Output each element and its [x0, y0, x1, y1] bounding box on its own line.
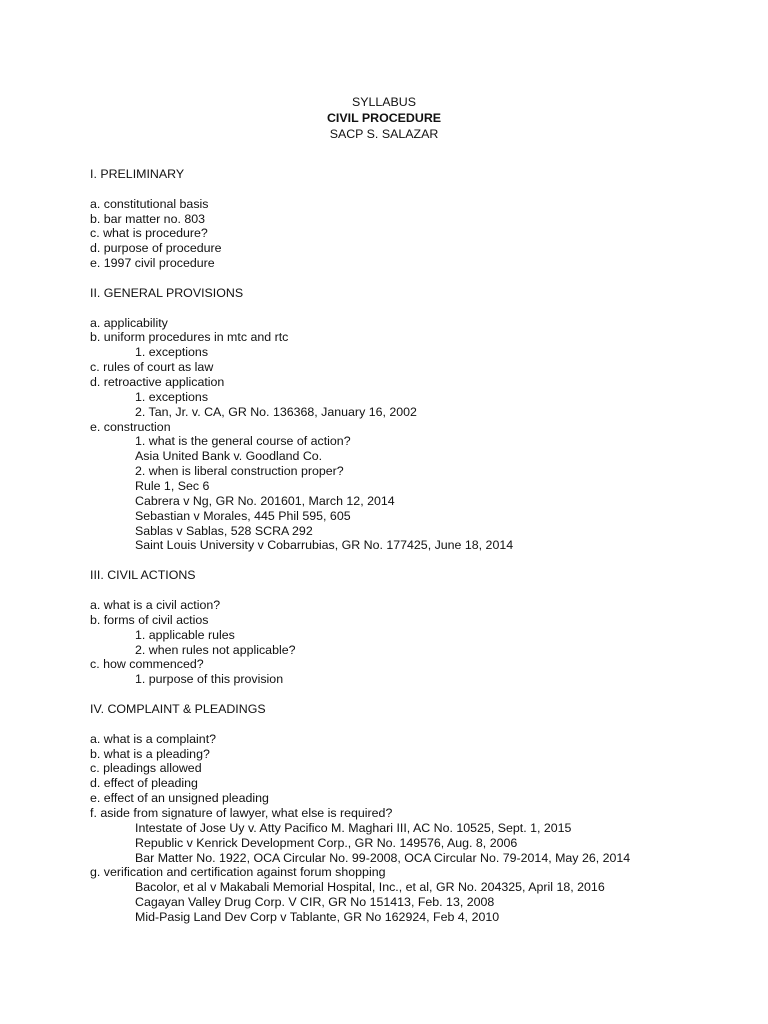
outline-item: c. how commenced?	[90, 657, 204, 672]
outline-subitem: Rule 1, Sec 6	[135, 479, 210, 494]
outline-item: I. PRELIMINARY	[90, 167, 185, 181]
document-header	[0, 94, 768, 142]
outline-item: b. uniform procedures in mtc and rtc	[90, 330, 289, 345]
outline-item: g. verification and certification against forum shopping	[90, 865, 386, 880]
outline-item: d. retroactive application	[90, 375, 225, 390]
outline-subitem: 1. applicable rules	[135, 627, 235, 642]
outline-item: II. GENERAL PROVISIONS	[90, 285, 244, 300]
outline-subitem: Republic v Kenrick Development Corp., GR No. 149576, Aug. 8, 2006	[135, 835, 518, 850]
blank-line	[90, 182, 750, 197]
header-course-title: CIVIL PROCEDURE	[326, 111, 442, 125]
outline-item: a. what is a civil action?	[90, 597, 221, 612]
blank-line	[90, 301, 750, 316]
header-instructor: SACP S. SALAZAR	[329, 127, 439, 141]
outline-item: f. aside from signature of lawyer, what else is required?	[90, 805, 393, 820]
outline-item: a. applicability	[90, 315, 168, 330]
outline-item: III. CIVIL ACTIONS	[90, 568, 196, 583]
outline-item: a. constitutional basis	[90, 196, 209, 211]
outline-subitem: Sablas v Sablas, 528 SCRA 292	[135, 523, 313, 538]
outline-subitem: Sebastian v Morales, 445 Phil 595, 605	[135, 508, 351, 523]
outline-item: e. construction	[90, 419, 171, 434]
outline-subitem: 1. exceptions	[135, 389, 209, 404]
outline-subitem: Intestate of Jose Uy v. Atty Pacifico M. Maghari III, AC No. 10525, Sept. 1, 2015	[135, 820, 572, 835]
outline-item: c. what is procedure?	[90, 226, 208, 241]
outline-item: a. what is a complaint?	[90, 731, 217, 746]
outline-subitem: 2. when rules not applicable?	[135, 642, 296, 657]
outline-item: e. effect of an unsigned pleading	[90, 791, 269, 806]
outline-subitem: Saint Louis University v Cobarrubias, GR No. 177425, June 18, 2014	[135, 538, 514, 553]
outline-subitem: Bar Matter No. 1922, OCA Circular No. 99-2008, OCA Circular No. 79-2014, May 26, 2014	[135, 850, 631, 865]
outline-item: c. rules of court as law	[90, 360, 214, 375]
outline-subitem: 2. Tan, Jr. v. CA, GR No. 136368, January 16, 2002	[135, 404, 417, 419]
blank-line	[90, 583, 750, 598]
blank-line	[90, 717, 750, 732]
outline-subitem: Cabrera v Ng, GR No. 201601, March 12, 2014	[135, 493, 395, 508]
outline-item: d. effect of pleading	[90, 776, 198, 791]
outline-item: IV. COMPLAINT & PLEADINGS	[90, 701, 266, 716]
outline-item: b. forms of civil actios	[90, 612, 209, 627]
outline-item: d. purpose of procedure	[90, 241, 222, 256]
blank-line	[90, 553, 750, 568]
outline-subitem: 2. when is liberal construction proper?	[135, 464, 344, 479]
outline-subitem: 1. purpose of this provision	[135, 672, 284, 687]
outline-subitem: Bacolor, et al v Makabali Memorial Hospital, Inc., et al, GR No. 204325, April 18, 2016	[135, 880, 605, 895]
outline-item: e. 1997 civil procedure	[90, 256, 215, 271]
blank-line	[90, 271, 750, 286]
outline-subitem: 1. what is the general course of action?	[135, 434, 351, 449]
syllabus-outline	[90, 167, 750, 925]
outline-subitem: 1. exceptions	[135, 345, 209, 360]
outline-item: c. pleadings allowed	[90, 761, 202, 776]
outline-subitem: Mid-Pasig Land Dev Corp v Tablante, GR No 162924, Feb 4, 2010	[135, 909, 500, 924]
outline-subitem: Asia United Bank v. Goodland Co.	[135, 449, 323, 464]
outline-subitem: Cagayan Valley Drug Corp. V CIR, GR No 151413, Feb. 13, 2008	[135, 895, 495, 910]
outline-item: b. what is a pleading?	[90, 746, 210, 761]
header-syllabus: SYLLABUS	[351, 95, 417, 109]
blank-line	[90, 687, 750, 702]
outline-item: b. bar matter no. 803	[90, 211, 206, 226]
